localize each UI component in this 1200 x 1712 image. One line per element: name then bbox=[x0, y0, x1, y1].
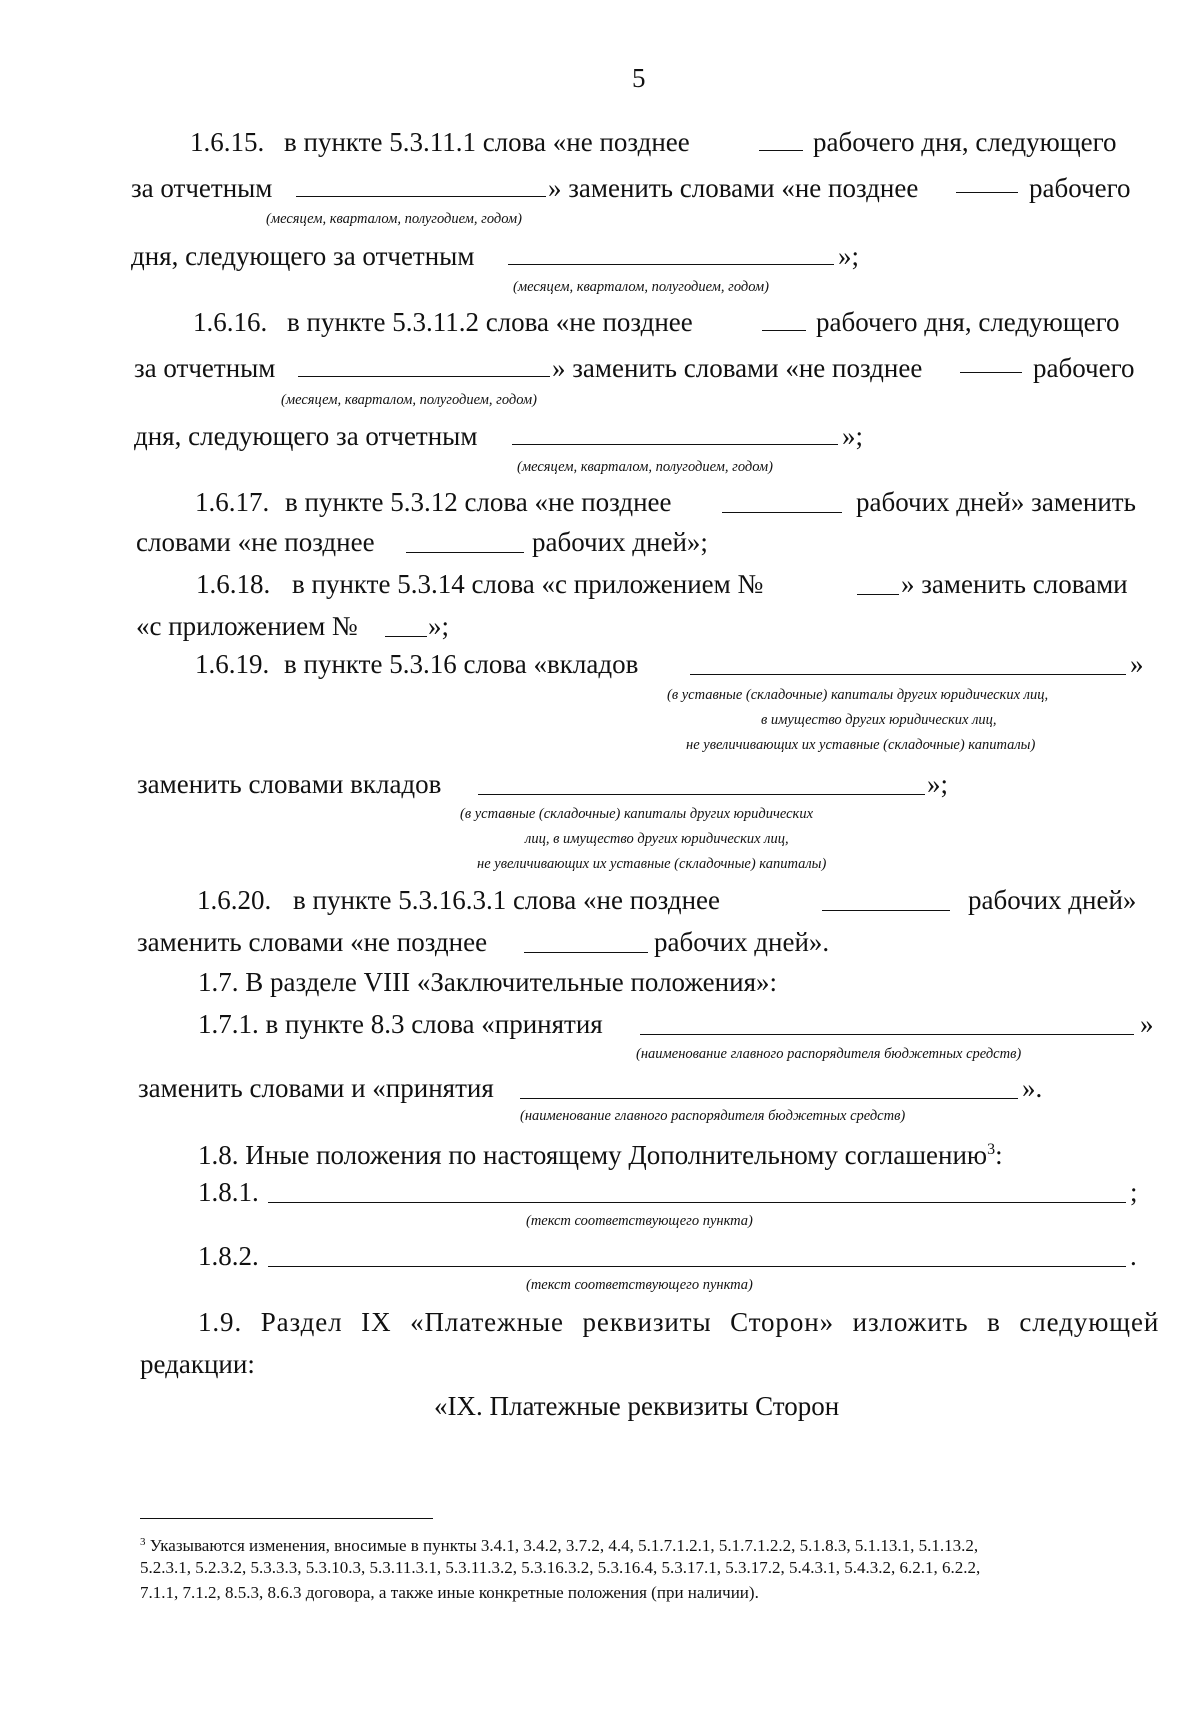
footnote-line-3 bbox=[140, 1580, 1170, 1605]
item-text: словами «не позднее bbox=[136, 527, 375, 557]
hint-text: (в уставные (складочные) капиталы других юридических лиц, bbox=[667, 687, 1049, 703]
item-1-7-1-line-2 bbox=[0, 1068, 1200, 1108]
hint-text: (месяцем, кварталом, полугодием, годом) bbox=[266, 211, 522, 227]
page-number-line bbox=[0, 58, 1200, 98]
item-text: рабочего дня, следующего bbox=[813, 127, 1117, 157]
item-text: в пункте 5.3.16.3.1 слова «не позднее bbox=[293, 885, 720, 915]
footnote-text: 5.2.3.1, 5.2.3.2, 5.3.3.3, 5.3.10.3, 5.3.11.3.1, 5.3.11.3.2, 5.3.16.3.2, 5.3.16.4, 5.3.17.1, 5.3.17.2, 5.4.3.1, 5.4.3.2, 6.2.1, 6.2.2, bbox=[140, 1558, 981, 1577]
item-text: ». bbox=[1022, 1073, 1043, 1103]
item-text: рабочего bbox=[1033, 353, 1135, 383]
item-text: дня, следующего за отчетным bbox=[131, 241, 475, 271]
item-text: : bbox=[995, 1140, 1003, 1170]
field-hint bbox=[0, 853, 1200, 875]
hint-text: лиц, в имущество других юридических лиц, bbox=[525, 831, 789, 847]
item-text: в пункте 5.3.14 слова «с приложением № bbox=[292, 569, 764, 599]
item-text: »; bbox=[838, 241, 860, 271]
item-1-6-20-line-2 bbox=[0, 922, 1200, 962]
footnote-separator bbox=[140, 1518, 433, 1519]
hint-text: (месяцем, кварталом, полугодием, годом) bbox=[281, 392, 537, 408]
footnote-text: 7.1.1, 7.1.2, 8.5.3, 8.6.3 договора, а также иные конкретные положения (при наличии). bbox=[140, 1583, 759, 1602]
item-text: »; bbox=[428, 611, 450, 641]
field-hint bbox=[0, 276, 1200, 298]
item-text: 1.9. Раздел IX «Платежные реквизиты Сторон» изложить в следующей bbox=[198, 1307, 1160, 1337]
hint-text: (в уставные (складочные) капиталы других юридических bbox=[460, 806, 814, 822]
item-1-8-line bbox=[0, 1130, 1200, 1170]
item-text: дня, следующего за отчетным bbox=[134, 421, 478, 451]
item-1-6-16-line-1 bbox=[0, 302, 1200, 342]
hint-text: (месяцем, кварталом, полугодием, годом) bbox=[517, 459, 773, 475]
item-text: рабочих дней» bbox=[968, 885, 1137, 915]
footnote-mark: 3 bbox=[140, 1536, 146, 1548]
blank-contributions-field bbox=[478, 794, 925, 795]
item-1-9-line-1 bbox=[0, 1302, 1200, 1342]
field-hint bbox=[0, 734, 1200, 756]
item-text: 1.7.1. в пункте 8.3 слова «принятия bbox=[198, 1009, 603, 1039]
item-text: рабочего дня, следующего bbox=[816, 307, 1120, 337]
blank-budget-administrator-field bbox=[640, 1034, 1134, 1035]
blank-days-field bbox=[960, 372, 1022, 373]
blank-appendix-number-field bbox=[385, 636, 427, 637]
item-number: 1.6.17. bbox=[195, 487, 270, 517]
item-text: редакции: bbox=[140, 1349, 255, 1379]
item-text: рабочего bbox=[1029, 173, 1131, 203]
item-1-6-20-line-1 bbox=[0, 880, 1200, 920]
blank-appendix-number-field bbox=[857, 594, 899, 595]
footnote-text: Указываются изменения, вносимые в пункты 3.4.1, 3.4.2, 3.7.2, 4.4, 5.1.7.1.2.1, 5.1.7.1.2.2, 5.1.8.3, 5.1.13.1, 5.1.13.2, bbox=[149, 1536, 979, 1555]
item-text: »; bbox=[927, 769, 949, 799]
item-text: в пункте 5.3.12 слова «не позднее bbox=[285, 487, 672, 517]
item-number: 1.8.2. bbox=[198, 1241, 259, 1271]
field-hint bbox=[0, 709, 1200, 731]
item-number: 1.6.20. bbox=[197, 885, 272, 915]
hint-text: (месяцем, кварталом, полугодием, годом) bbox=[513, 279, 769, 295]
item-1-6-15-line-1 bbox=[0, 122, 1200, 162]
item-1-6-15-line-2 bbox=[0, 168, 1200, 208]
item-1-7-line bbox=[0, 962, 1200, 1002]
field-hint bbox=[0, 1274, 1200, 1296]
item-1-6-16-line-2 bbox=[0, 348, 1200, 388]
item-text: 1.7. В разделе VIII «Заключительные положения»: bbox=[198, 967, 777, 997]
item-text: рабочих дней» заменить bbox=[856, 487, 1136, 517]
item-1-6-17-line-1 bbox=[0, 482, 1200, 522]
item-text: . bbox=[1130, 1241, 1137, 1271]
field-hint bbox=[0, 456, 1200, 478]
blank-period-field bbox=[508, 264, 834, 265]
item-text: ; bbox=[1130, 1177, 1138, 1207]
blank-period-field bbox=[298, 376, 550, 377]
blank-days-field bbox=[759, 150, 803, 151]
item-1-6-19-line-2 bbox=[0, 764, 1200, 804]
hint-text: не увеличивающих их уставные (складочные) капиталы) bbox=[477, 856, 827, 872]
footnote-reference: 3 bbox=[987, 1141, 996, 1158]
item-1-6-17-line-2 bbox=[0, 522, 1200, 562]
blank-days-field bbox=[524, 952, 648, 953]
item-text: » bbox=[1140, 1009, 1154, 1039]
item-number: 1.8.1. bbox=[198, 1177, 259, 1207]
blank-clause-text-field bbox=[268, 1266, 1126, 1267]
item-1-8-text bbox=[198, 1130, 1003, 1175]
field-hint bbox=[0, 684, 1200, 706]
hint-text: (текст соответствующего пункта) bbox=[526, 1213, 753, 1229]
item-text: за отчетным bbox=[131, 173, 273, 203]
item-text: заменить словами вкладов bbox=[137, 769, 442, 799]
item-text: в пункте 5.3.11.1 слова «не позднее bbox=[284, 127, 690, 157]
item-text: «с приложением № bbox=[136, 611, 358, 641]
item-number: 1.6.16. bbox=[193, 307, 268, 337]
hint-text: (наименование главного распорядителя бюджетных средств) bbox=[636, 1046, 1022, 1062]
blank-days-field bbox=[956, 192, 1018, 193]
field-hint bbox=[0, 803, 1200, 825]
blank-period-field bbox=[296, 196, 546, 197]
field-hint bbox=[0, 208, 1200, 230]
blank-budget-administrator-field bbox=[520, 1098, 1018, 1099]
item-text: заменить словами «не позднее bbox=[137, 927, 488, 957]
item-text: заменить словами и «принятия bbox=[138, 1073, 494, 1103]
field-hint bbox=[0, 1210, 1200, 1232]
item-number: 1.6.18. bbox=[196, 569, 271, 599]
item-text: в пункте 5.3.11.2 слова «не позднее bbox=[287, 307, 693, 337]
item-1-9-line-2 bbox=[0, 1344, 1200, 1384]
hint-text: (наименование главного распорядителя бюджетных средств) bbox=[520, 1108, 906, 1124]
item-1-6-18-line-2 bbox=[0, 606, 1200, 646]
section-heading-line bbox=[0, 1386, 1200, 1426]
blank-days-field bbox=[722, 512, 842, 513]
item-1-6-15-line-3 bbox=[0, 236, 1200, 276]
blank-period-field bbox=[512, 444, 838, 445]
footnote-line-2 bbox=[140, 1555, 1170, 1580]
item-number: 1.6.15. bbox=[190, 127, 265, 157]
page-number: 5 bbox=[632, 63, 646, 93]
item-text: в пункте 5.3.16 слова «вкладов bbox=[284, 649, 639, 679]
item-number: 1.6.19. bbox=[195, 649, 270, 679]
item-text: рабочих дней»; bbox=[532, 527, 708, 557]
blank-contributions-field bbox=[690, 674, 1126, 675]
blank-days-field bbox=[762, 330, 806, 331]
field-hint bbox=[0, 389, 1200, 411]
item-text: » заменить словами «не позднее bbox=[552, 353, 923, 383]
footnote-line-1 bbox=[140, 1530, 1170, 1558]
field-hint bbox=[0, 1043, 1200, 1065]
item-1-8-2-line bbox=[0, 1236, 1200, 1276]
hint-text: (текст соответствующего пункта) bbox=[526, 1277, 753, 1293]
section-heading: «IX. Платежные реквизиты Сторон bbox=[434, 1391, 840, 1421]
blank-days-field bbox=[822, 910, 950, 911]
item-text: рабочих дней». bbox=[654, 927, 830, 957]
field-hint bbox=[0, 1105, 1200, 1127]
item-1-6-18-line-1 bbox=[0, 564, 1200, 604]
blank-days-field bbox=[406, 552, 524, 553]
item-text: » заменить словами «не позднее bbox=[548, 173, 919, 203]
item-text: »; bbox=[842, 421, 864, 451]
hint-text: не увеличивающих их уставные (складочные) капиталы) bbox=[686, 737, 1036, 753]
item-1-6-19-line-1 bbox=[0, 644, 1200, 684]
item-text: » заменить словами bbox=[901, 569, 1128, 599]
item-text: за отчетным bbox=[134, 353, 276, 383]
hint-text: в имущество других юридических лиц, bbox=[761, 712, 997, 728]
field-hint bbox=[0, 828, 1200, 850]
blank-clause-text-field bbox=[268, 1202, 1126, 1203]
item-text: » bbox=[1130, 649, 1144, 679]
item-1-8-1-line bbox=[0, 1172, 1200, 1212]
item-text: 1.8. Иные положения по настоящему Дополнительному соглашению bbox=[198, 1140, 988, 1170]
item-1-7-1-line-1 bbox=[0, 1004, 1200, 1044]
item-1-6-16-line-3 bbox=[0, 416, 1200, 456]
